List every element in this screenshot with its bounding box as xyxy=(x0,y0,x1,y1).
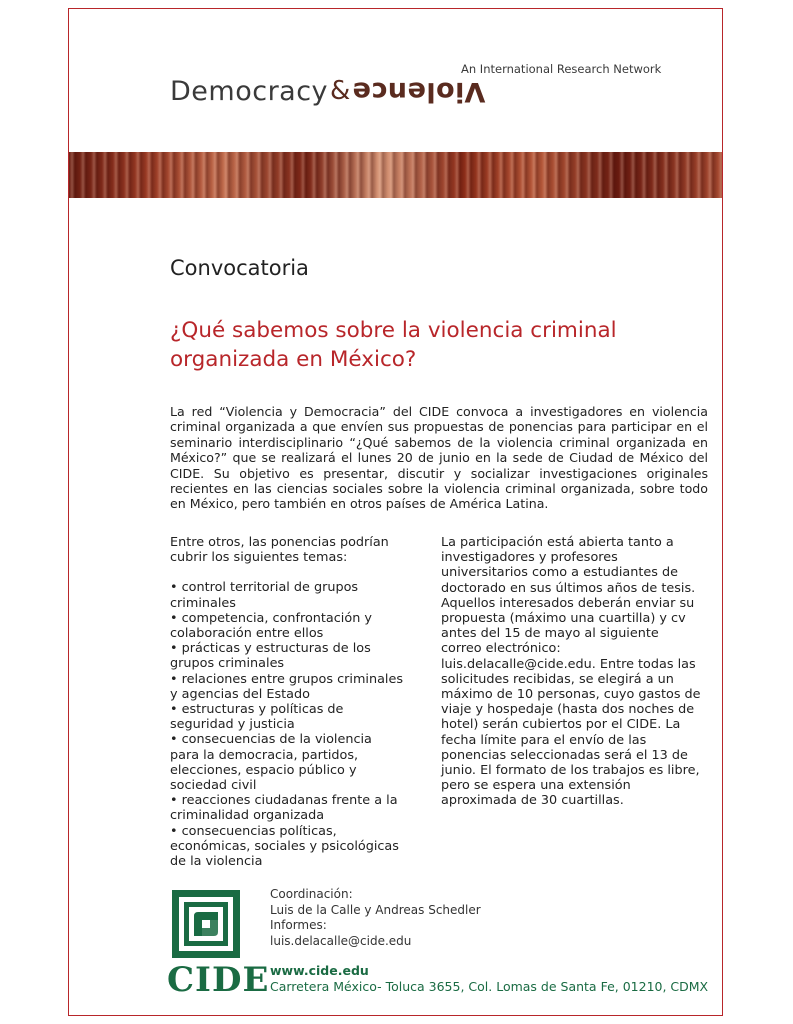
coordinators: Luis de la Calle y Andreas Schedler xyxy=(270,902,481,917)
section-label: Convocatoria xyxy=(170,256,309,280)
topic-item: • competencia, confrontación y colaboración entre ellos xyxy=(170,610,372,642)
network-tagline: An International Research Network xyxy=(461,62,662,76)
topic-item: • control territorial de grupos criminales xyxy=(170,580,359,611)
topic-item: • prácticas y estructuras de los grupos criminales xyxy=(170,641,371,672)
participation-paragraph: La participación está abierta tanto a investigadores y profesores universitarios como a estudiantes de doctorado en sus últimos años de tesis. Aquellos interesados deberán enviar su propuesta (máximo una cuartilla) y cv antes del 15 de mayo al siguiente correo electrónico: luis.delacalle@cide.edu. Entre todas las solicitudes recibidas, se elegirá a un máximo de 10 personas, cuyo gastos de viaje y hospedaje (hasta dos noches de hotel) serán cubiertos por el CIDE. La fecha límite para el envío de las ponencias seleccionadas será el 13 de junio. El formato de los trabajos es libre, pero se espera una extensión aproximada de 30 cuartillas. xyxy=(441,535,701,809)
brand-logo xyxy=(170,76,486,106)
contact-block xyxy=(270,887,481,949)
info-label: Informes: xyxy=(270,918,327,932)
brand-ampersand: & xyxy=(330,76,351,106)
page-title: ¿Qué sabemos sobre la violencia criminal organizada en México? xyxy=(170,318,617,372)
decorative-banner xyxy=(69,152,722,198)
topics-intro: Entre otros, las ponencias podrían cubrir los siguientes temas: xyxy=(170,535,389,566)
topic-item: • relaciones entre grupos criminales y agencias del Estado xyxy=(170,671,404,702)
topics-column xyxy=(170,535,405,869)
topics-list xyxy=(170,580,405,869)
topic-item: • estructuras y políticas de seguridad y justicia xyxy=(170,702,344,733)
cide-wordmark: CIDE xyxy=(167,960,270,1000)
coordination-label: Coordinación: xyxy=(270,887,353,901)
brand-democracy: Democracy xyxy=(170,75,329,107)
postal-address: Carretera México- Toluca 3655, Col. Lomas de Santa Fe, 01210, CDMX xyxy=(270,979,709,994)
website-link[interactable]: www.cide.edu xyxy=(270,963,369,978)
brand-violence: Violence xyxy=(352,75,486,107)
topic-item: • consecuencias políticas, económicas, sociales y psicológicas de la violencia xyxy=(170,823,399,870)
cide-logo-icon xyxy=(172,890,240,958)
topic-item: • consecuencias de la violencia para la democracia, partidos, elecciones, espacio público y sociedad civil xyxy=(170,732,372,794)
contact-email: luis.delacalle@cide.edu xyxy=(270,933,412,948)
topic-item: • reacciones ciudadanas frente a la criminalidad organizada xyxy=(170,793,398,824)
intro-paragraph: La red “Violencia y Democracia” del CIDE convoca a investigadores en violencia criminal organizada a que envíen sus propuestas de ponencias para participar en el seminario interdisciplinario “¿Qué sabemos de la violencia criminal organizada en México?” que se realizará el lunes 20 de junio en la sede de Ciudad de México del CIDE. Su objetivo es presentar, discutir y socializar investigaciones originales recientes en las ciencias sociales sobre la violencia criminal organizada, sobre todo en México, pero también en otros países de América Latina. xyxy=(170,404,708,512)
